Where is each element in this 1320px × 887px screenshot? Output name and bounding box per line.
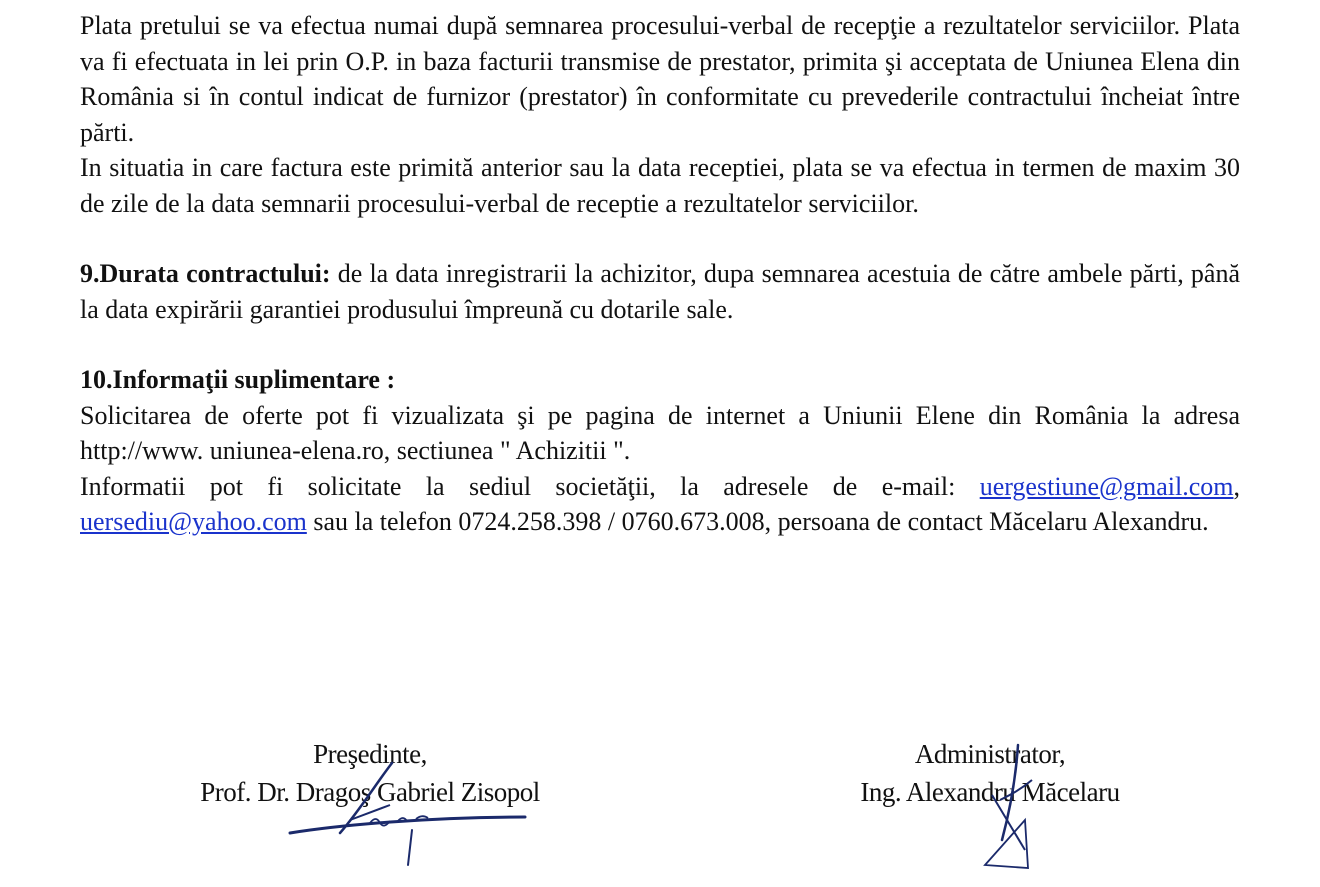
section-10-paragraph-1: Solicitarea de oferte pot fi vizualizata şi pe pagina de internet a Uniunii Elene din România la adresa http://www. uniunea-elena.ro, sectiunea " Achizitii ". <box>80 400 1240 465</box>
section-9-text: de la data inregistrarii la achizitor, dupa semnarea acestuia de către ambele părti, până la data expirării garantiei produsului împreună cu dotarile sale. <box>80 259 1240 324</box>
section-9-paragraph <box>80 256 1240 327</box>
email-link-gestiune[interactable]: uergestiune@gmail.com <box>979 471 1234 501</box>
email-link-sediu[interactable]: uersediu@yahoo.com <box>80 507 307 536</box>
comma: , <box>1233 471 1240 501</box>
president-name: Prof. Dr. Dragoş Gabriel Zisopol <box>200 777 540 807</box>
payment-paragraph-1: Plata pretului se va efectua numai după semnarea procesului-verbal de recepţie a rezultatelor serviciilor. Plata va fi efectuata in lei prin O.P. in baza facturii transmise de prestator, primita şi acceptata de Uniunea Elena din România si în contul indicat de furnizor (prestator) în conformitate cu prevederile contractului încheiat între părti. <box>80 11 1240 147</box>
signature-block-administrator <box>830 735 1150 811</box>
signature-block-president <box>180 735 560 811</box>
section-10-heading: 10.Informaţii suplimentare : <box>80 365 396 394</box>
section-10-paragraph-2 <box>80 469 1240 540</box>
contact-intro: Informatii pot fi solicitate la sediul societăţii, la adresele de e-mail: <box>80 471 980 501</box>
president-role: Preşedinte, <box>313 739 427 769</box>
spacer <box>80 221 1240 256</box>
section-10-heading-line <box>80 362 1240 398</box>
document-body <box>80 8 1240 540</box>
administrator-name: Ing. Alexandru Măcelaru <box>860 777 1120 807</box>
payment-paragraph-2: In situatia in care factura este primită anterior sau la data receptiei, plata se va efectua in termen de maxim 30 de zile de la data semnarii procesului-verbal de receptie a rezultatelor serviciilor. <box>80 153 1240 218</box>
contact-details: sau la telefon 0724.258.398 / 0760.673.008, persoana de contact Măcelaru Alexandru. <box>306 507 1209 536</box>
spacer <box>80 327 1240 362</box>
section-9-heading: 9.Durata contractului: <box>80 259 331 288</box>
administrator-role: Administrator, <box>914 739 1066 769</box>
